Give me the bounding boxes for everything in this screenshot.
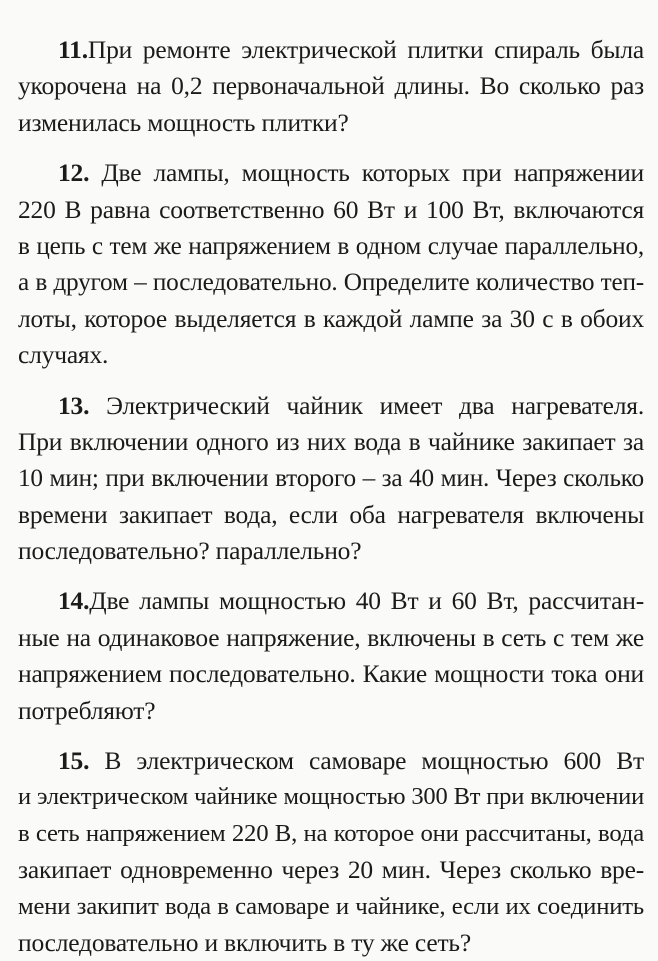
problem-line: 10 мин; при включении второго – за 40 мин. Через сколько [18, 464, 644, 493]
problem-line: лоты, которое выделяется в каждой лампе за 30 с в обоих [18, 303, 644, 333]
problem-line: потребляют? [18, 695, 156, 725]
problem-15 [18, 743, 644, 961]
problem-line: закипает одновременно через 20 мин. Через сколько вре- [18, 855, 644, 885]
problem-line: 12. Две лампы, мощность которых при напряжении [58, 158, 644, 188]
problem-12 [18, 155, 644, 373]
problem-13 [18, 388, 644, 570]
problem-number: 11. [58, 35, 88, 64]
problem-line: ные на одинаковое напряжение, включены в сеть с тем же [18, 622, 644, 652]
problem-line: 220 В равна соответственно 60 Вт и 100 Вт, включаются [18, 194, 644, 224]
problem-14 [18, 583, 644, 729]
problem-line: напряжением последовательно. Какие мощности тока они [18, 659, 644, 689]
problem-line: При включении одного из них вода в чайнике закипает за [18, 426, 644, 456]
problem-number: 14. [58, 586, 90, 616]
problem-line: 11.При ремонте электрической плитки спираль была [58, 35, 644, 64]
problem-line: последовательно? параллельно? [18, 536, 362, 566]
problem-line: укорочена на 0,2 первоначальной длины. Во сколько раз [18, 71, 644, 101]
problem-line: мени закипит вода в самоваре и чайнике, если их соединить [18, 892, 644, 920]
problem-line: 14.Две лампы мощностью 40 Вт и 60 Вт, рассчитан- [58, 586, 644, 616]
problem-line: 15. В электрическом самоваре мощностью 600 Вт [58, 746, 644, 776]
problem-number: 15. [58, 746, 90, 776]
problem-line: а в другом – последовательно. Определите количество теп- [18, 268, 644, 297]
problem-line: в цепь с тем же напряжением в одном случае параллельно, [18, 231, 644, 260]
problem-number: 13. [58, 390, 90, 420]
problem-line: последовательно и включить в ту же сеть? [18, 927, 471, 957]
problem-line: в сеть напряжением 220 В, на которое они рассчитаны, вода [18, 819, 644, 847]
problem-number: 12. [58, 158, 90, 188]
problem-line: случаях. [18, 340, 109, 370]
problem-line: времени закипает вода, если оба нагревателя включены [18, 499, 644, 529]
problem-line: и электрическом чайнике мощностью 300 Вт при включении [18, 783, 644, 811]
problem-11 [18, 32, 644, 141]
problem-line: 13. Электрический чайник имеет два нагревателя. [58, 390, 644, 420]
problem-line: изменилась мощность плитки? [18, 107, 349, 137]
